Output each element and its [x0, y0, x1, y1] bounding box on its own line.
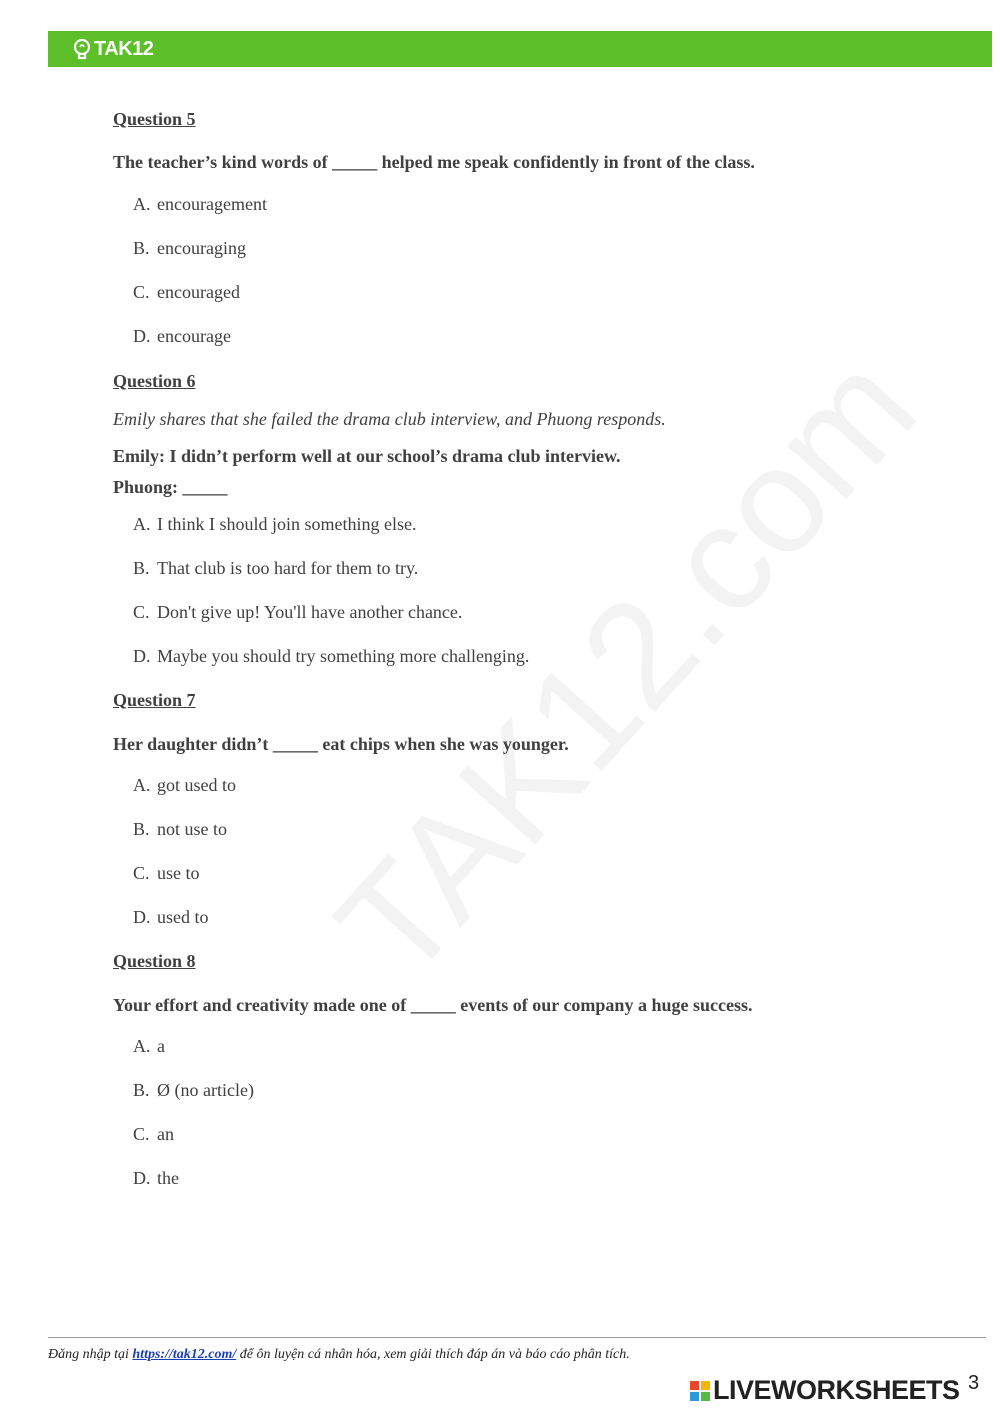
- logo-k12: K12: [118, 37, 154, 60]
- footer-suffix: để ôn luyện cá nhân hóa, xem giải thích đáp án và báo cáo phân tích.: [236, 1347, 630, 1362]
- option-letter: D.: [133, 1168, 151, 1188]
- option-text: the: [157, 1168, 179, 1188]
- q6-option-c[interactable]: [133, 602, 462, 623]
- q6-option-b[interactable]: [133, 558, 418, 579]
- question-7-title: Question 7: [113, 690, 196, 710]
- question-6-line-phuong: Phuong: _____: [113, 477, 228, 497]
- option-text: encourage: [157, 326, 231, 346]
- option-text: encouraging: [157, 238, 246, 258]
- q6-option-d[interactable]: [133, 646, 529, 667]
- footer-divider: [48, 1337, 986, 1338]
- q7-option-b[interactable]: [133, 819, 227, 840]
- option-text: encouragement: [157, 194, 267, 214]
- option-text: an: [157, 1124, 174, 1144]
- option-text: encouraged: [157, 282, 240, 302]
- option-letter: A.: [133, 514, 151, 534]
- option-letter: C.: [133, 602, 150, 622]
- q5-option-b[interactable]: [133, 238, 246, 259]
- option-text: got used to: [157, 775, 236, 795]
- option-letter: C.: [133, 1124, 150, 1144]
- option-text: That club is too hard for them to try.: [157, 558, 419, 578]
- option-text: Maybe you should try something more challenging.: [157, 646, 530, 666]
- grid-square: [690, 1381, 699, 1390]
- option-letter: A.: [133, 775, 151, 795]
- logo-ta: TA: [94, 37, 119, 60]
- lightbulb-icon: [72, 38, 92, 60]
- question-5-stem: The teacher’s kind words of _____ helped me speak confidently in front of the class.: [113, 152, 755, 172]
- option-text: a: [157, 1036, 165, 1056]
- option-letter: D.: [133, 646, 151, 666]
- q6-option-a[interactable]: [133, 514, 416, 535]
- footer-link[interactable]: https://tak12.com/: [132, 1347, 237, 1362]
- option-letter: B.: [133, 238, 150, 258]
- q8-option-c[interactable]: [133, 1124, 174, 1145]
- footer-prefix: Đăng nhập tại: [48, 1347, 133, 1362]
- footer-note: [48, 1347, 630, 1363]
- q8-option-d[interactable]: [133, 1168, 179, 1189]
- question-6-intro: Emily shares that she failed the drama club interview, and Phuong responds.: [113, 409, 666, 429]
- liveworksheets-wordmark: LIVEWORKSHEETS: [713, 1375, 960, 1405]
- question-6-title: Question 6: [113, 371, 196, 391]
- tak12-logo[interactable]: [72, 37, 153, 61]
- option-letter: A.: [133, 194, 151, 214]
- option-text: Ø (no article): [157, 1080, 254, 1100]
- option-letter: B.: [133, 819, 150, 839]
- q7-option-d[interactable]: [133, 907, 209, 928]
- option-letter: D.: [133, 326, 151, 346]
- question-8-title: Question 8: [113, 951, 196, 971]
- option-text: not use to: [157, 819, 227, 839]
- option-letter: D.: [133, 907, 151, 927]
- option-text: I think I should join something else.: [157, 514, 417, 534]
- option-letter: B.: [133, 558, 150, 578]
- option-text: use to: [157, 863, 200, 883]
- q8-option-b[interactable]: [133, 1080, 254, 1101]
- q5-option-c[interactable]: [133, 282, 240, 303]
- option-letter: A.: [133, 1036, 151, 1056]
- question-5-title: Question 5: [113, 109, 196, 129]
- page-number: 3: [968, 1372, 980, 1394]
- liveworksheets-logo[interactable]: [690, 1375, 960, 1406]
- grid-square: [701, 1381, 710, 1390]
- liveworksheets-grid-icon: [690, 1381, 710, 1401]
- option-letter: B.: [133, 1080, 150, 1100]
- q8-option-a[interactable]: [133, 1036, 165, 1057]
- q7-option-c[interactable]: [133, 863, 200, 884]
- question-6-line-emily: Emily: I didn’t perform well at our school’s drama club interview.: [113, 446, 621, 466]
- option-letter: C.: [133, 282, 150, 302]
- header-bar: [48, 31, 992, 67]
- question-7-stem: Her daughter didn’t _____ eat chips when she was younger.: [113, 734, 569, 754]
- option-text: Don't give up! You'll have another chance.: [157, 602, 463, 622]
- option-letter: C.: [133, 863, 150, 883]
- question-8-stem: Your effort and creativity made one of _____ events of our company a huge success.: [113, 995, 753, 1015]
- q7-option-a[interactable]: [133, 775, 236, 796]
- option-text: used to: [157, 907, 209, 927]
- q5-option-d[interactable]: [133, 326, 231, 347]
- q5-option-a[interactable]: [133, 194, 267, 215]
- grid-square: [701, 1392, 710, 1401]
- grid-square: [690, 1392, 699, 1401]
